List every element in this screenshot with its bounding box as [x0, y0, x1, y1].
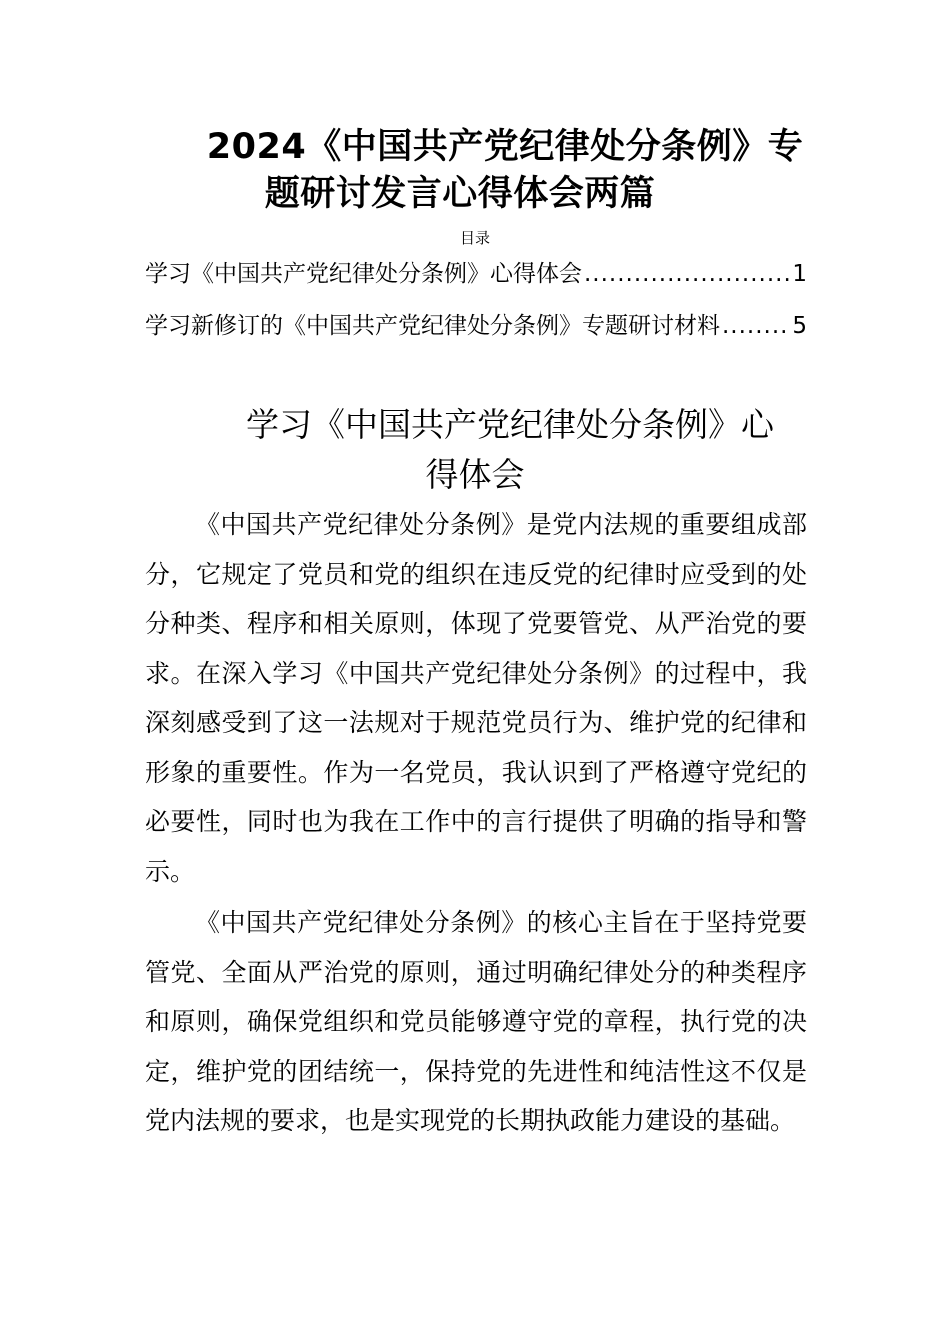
table-of-contents [145, 252, 807, 356]
document-title [145, 124, 805, 218]
toc-item-text: 学习新修订的《中国共产党纪律处分条例》专题研讨材料 [145, 313, 720, 339]
toc-item[interactable] [145, 252, 807, 304]
toc-heading: 目录 [459, 229, 490, 247]
section-title-line-1: 学习《中国共产党纪律处分条例》心 [246, 405, 774, 444]
toc-leader-dots [584, 252, 790, 296]
toc-item-page: 5 [792, 313, 807, 339]
toc-item[interactable] [145, 304, 807, 356]
section-title-line-2: 得体会 [425, 455, 525, 494]
toc-item-page: 1 [792, 261, 807, 287]
body-paragraph: 《中国共产党纪律处分条例》是党内法规的重要组成部分，它规定了党员和党的组织在违反党的纪律时应受到的处分种类、程序和相关原则，体现了党要管党、从严治党的要求。在深入学习《中国共产党纪律处分条例》的过程中，我深刻感受到了这一法规对于规范党员行为、维护党的纪律和形象的重要性。作为一名党员，我认识到了严格遵守党纪的必要性，同时也为我在工作中的言行提供了明确的指导和警示。 [145, 510, 807, 886]
toc-item-text: 学习《中国共产党纪律处分条例》心得体会 [145, 261, 582, 287]
toc-leader-dots [722, 304, 790, 348]
document-title-line-1: 2024《中国共产党纪律处分条例》专 [206, 127, 804, 167]
body-paragraph: 《中国共产党纪律处分条例》的核心主旨在于坚持党要管党、全面从严治党的原则，通过明确纪律处分的种类程序和原则，确保党组织和党员能够遵守党的章程，执行党的决定，维护党的团结统一，保持党的先进性和纯洁性这不仅是党内法规的要求，也是实现党的长期执政能力建设的基础。 [145, 908, 807, 1135]
document-title-line-2: 题研讨发言心得体会两篇 [264, 174, 656, 214]
section-title [145, 400, 805, 500]
